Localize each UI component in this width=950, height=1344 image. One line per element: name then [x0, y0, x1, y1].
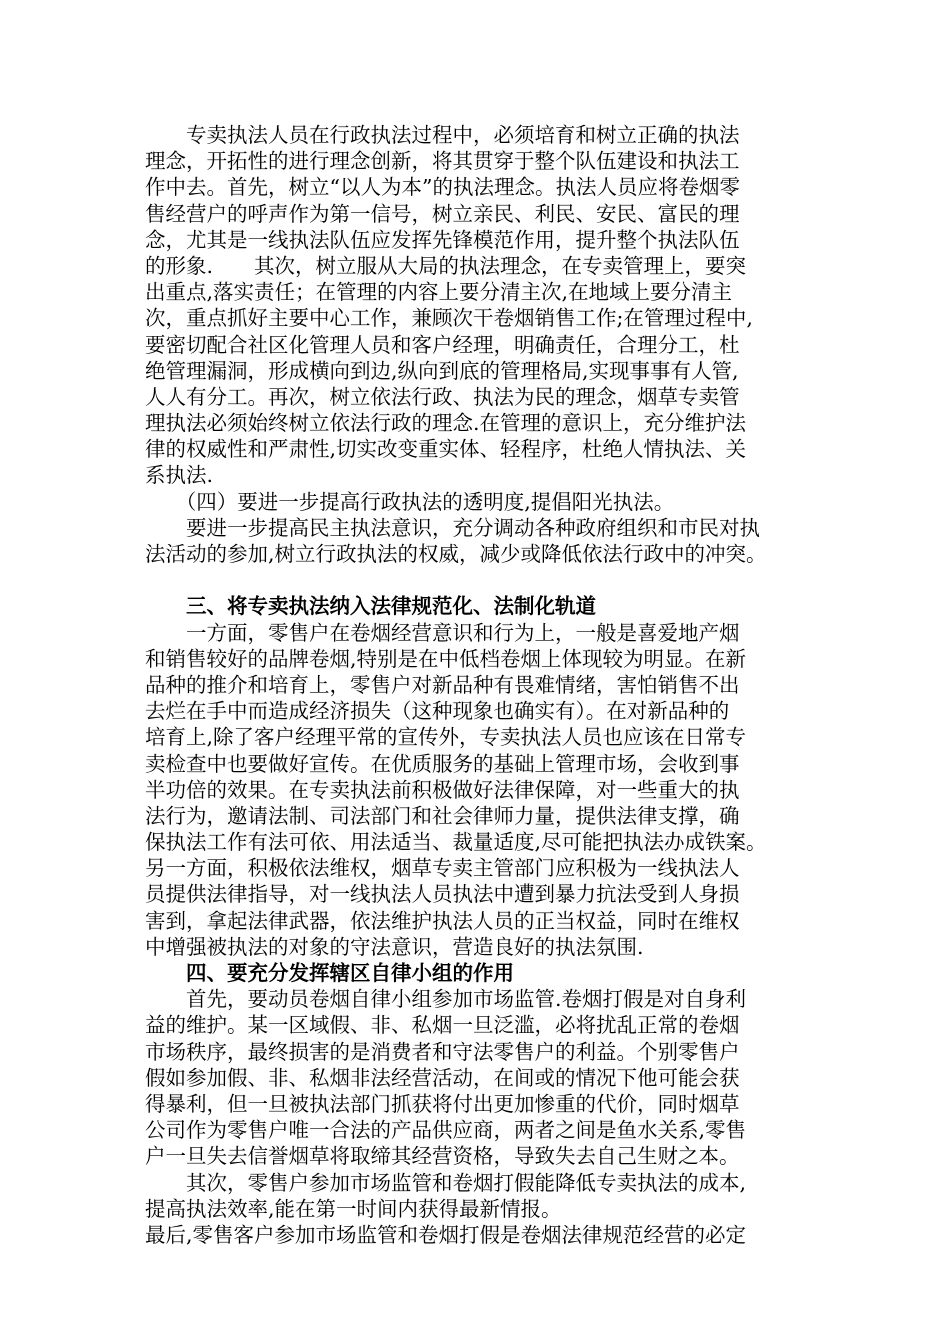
paragraph-line: 念，尤其是一线执法队伍应发挥先锋模范作用，提升整个执法队伍: [145, 227, 740, 252]
paragraph-line: 其次，零售户参加市场监管和卷烟打假能降低专卖执法的成本,: [145, 1170, 747, 1195]
paragraph-line: 益的维护。某一区域假、非、私烟一旦泛滥，必将扰乱正常的卷烟: [145, 1013, 740, 1038]
paragraph-line: 售经营户的呼声作为第一信号，树立亲民、利民、安民、富民的理: [145, 201, 740, 226]
paragraph-line: 市场秩序，最终损害的是消费者和守法零售户的利益。个别零售户: [145, 1039, 740, 1064]
paragraph-line: 绝管理漏洞，形成横向到边,纵向到底的管理格局,实现事事有人管,: [145, 358, 739, 383]
paragraph-line: 作中去。首先，树立“以人为本”的执法理念。执法人员应将卷烟零: [145, 175, 740, 200]
paragraph-line: 要密切配合社区化管理人员和客户经理，明确责任，合理分工，杜: [145, 332, 740, 357]
paragraph-line: 户一旦失去信誉烟草将取缔其经营资格，导致失去自己生财之本。: [145, 1144, 740, 1169]
paragraph-line: 人人有分工。再次，树立依法行政、执法为民的理念，烟草专卖管: [145, 384, 740, 409]
paragraph-line: 公司作为零售户唯一合法的产品供应商，两者之间是鱼水关系,零售: [145, 1118, 747, 1143]
paragraph-line: 得暴利，但一旦被执法部门抓获将付出更加惨重的代价，同时烟草: [145, 1091, 740, 1116]
paragraph-line: 品种的推介和培育上，零售户对新品种有畏难情绪，害怕销售不出: [145, 672, 740, 697]
paragraph-line: 假如参加假、非、私烟非法经营活动，在间或的情况下他可能会获: [145, 1065, 740, 1090]
paragraph-line: 员提供法律指导，对一线执法人员执法中遭到暴力抗法受到人身损: [145, 882, 740, 907]
paragraph-line: 去烂在手中而造成经济损失（这种现象也确实有）。在对新品种的: [145, 699, 730, 724]
paragraph-line: 专卖执法人员在行政执法过程中，必须培育和树立正确的执法: [145, 123, 740, 147]
paragraph-line: 培育上,除了客户经理平常的宣传外，专卖执法人员也应该在日常专: [145, 725, 747, 750]
paragraph-line: 的形象. 其次，树立服从大局的执法理念，在专卖管理上，要突: [145, 253, 747, 278]
paragraph-line: 保执法工作有法可依、用法适当、裁量适度,尽可能把执法办成铁案。: [145, 830, 767, 855]
paragraph-line: 害到，拿起法律武器，依法维护执法人员的正当权益，同时在维权: [145, 908, 740, 933]
section-heading-4: 四、要充分发挥辖区自律小组的作用: [145, 961, 514, 985]
paragraph-line: 理执法必须始终树立依法行政的理念.在管理的意识上，充分维护法: [145, 411, 747, 436]
paragraph-line: 中增强被执法的对象的守法意识，营造良好的执法氛围.: [145, 934, 644, 959]
paragraph-line: 另一方面，积极依法维权，烟草专卖主管部门应积极为一线执法人: [145, 856, 740, 881]
paragraph-line: 理念，开拓性的进行理念创新，将其贯穿于整个队伍建设和执法工: [145, 149, 740, 174]
paragraph-line: 要进一步提高民主执法意识，充分调动各种政府组织和市民对执: [145, 515, 760, 540]
paragraph-line: 律的权威性和严肃性,切实改变重实体、轻程序，杜绝人情执法、关: [145, 437, 747, 462]
paragraph-line: 一方面，零售户在卷烟经营意识和行为上，一般是喜爱地产烟: [145, 620, 740, 645]
paragraph-line: 半功倍的效果。在专卖执法前积极做好法律保障，对一些重大的执: [145, 777, 740, 802]
paragraph-line: 次，重点抓好主要中心工作，兼顾次干卷烟销售工作;在管理过程中,: [145, 306, 753, 331]
paragraph-line: 最后,零售客户参加市场监管和卷烟打假是卷烟法律规范经营的必定: [145, 1222, 747, 1247]
paragraph-line: 系执法.: [145, 463, 214, 488]
paragraph-line: 提高执法效率,能在第一时间内获得最新情报。: [145, 1196, 562, 1221]
paragraph-line: 法行为，邀请法制、司法部门和社会律师力量，提供法律支撑，确: [145, 803, 740, 828]
paragraph-line: 法活动的参加,树立行政执法的权威，减少或降低依法行政中的冲突。: [145, 542, 767, 566]
paragraph-line: 卖检查中也要做好宣传。在优质服务的基础上管理市场，会收到事: [145, 751, 740, 776]
document-body: [145, 122, 805, 1248]
paragraph-line: 出重点,落实责任；在管理的内容上要分清主次,在地域上要分清主: [145, 280, 733, 305]
blank-line: [145, 567, 805, 593]
section-heading-3: 三、将专卖执法纳入法律规范化、法制化轨道: [145, 594, 596, 619]
paragraph-line: 和销售较好的品牌卷烟,特别是在中低档卷烟上体现较为明显。在新: [145, 646, 747, 671]
subsection-heading: （四）要进一步提高行政执法的透明度,提倡阳光执法。: [145, 489, 675, 514]
paragraph-line: 首先，要动员卷烟自律小组参加市场监管.卷烟打假是对自身利: [145, 987, 747, 1012]
